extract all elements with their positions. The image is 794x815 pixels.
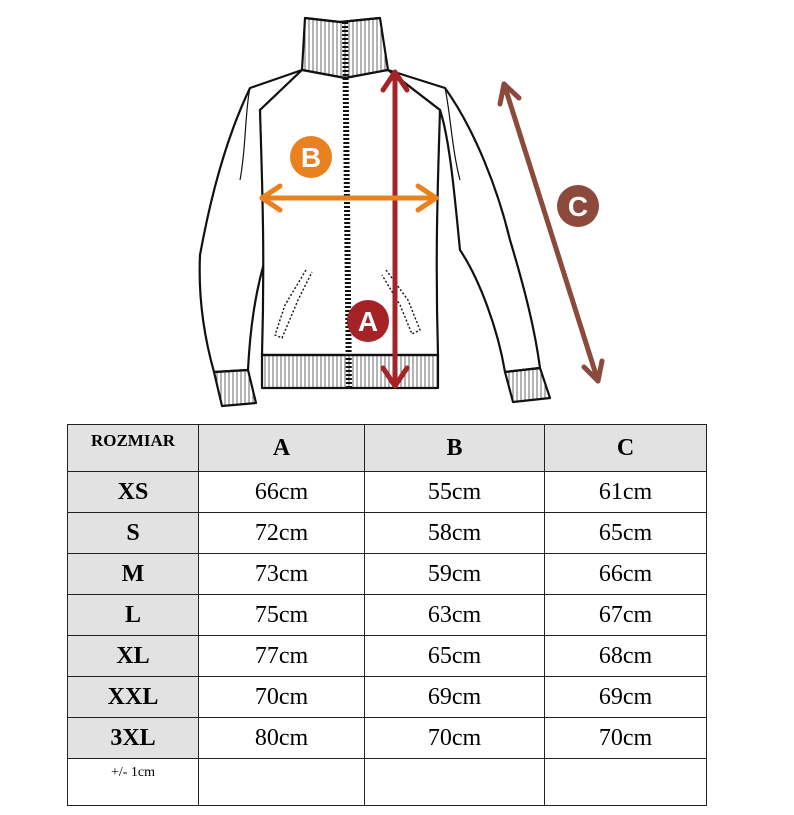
empty-cell — [199, 759, 365, 806]
value-c: 61cm — [545, 472, 707, 513]
size-label: XXL — [68, 677, 199, 718]
table-row — [68, 554, 707, 595]
table-row — [68, 718, 707, 759]
header-b: B — [365, 425, 545, 472]
value-b: 70cm — [365, 718, 545, 759]
tolerance-note: +/- 1cm — [68, 759, 199, 806]
value-c: 66cm — [545, 554, 707, 595]
value-a: 77cm — [199, 636, 365, 677]
value-b: 59cm — [365, 554, 545, 595]
value-c: 67cm — [545, 595, 707, 636]
table-row — [68, 636, 707, 677]
value-a: 73cm — [199, 554, 365, 595]
value-c: 65cm — [545, 513, 707, 554]
value-c: 69cm — [545, 677, 707, 718]
table-row — [68, 472, 707, 513]
empty-cell — [545, 759, 707, 806]
size-label: XS — [68, 472, 199, 513]
value-b: 63cm — [365, 595, 545, 636]
marker-a-label: A — [357, 306, 379, 337]
value-a: 75cm — [199, 595, 365, 636]
value-b: 55cm — [365, 472, 545, 513]
jacket-illustration — [200, 18, 550, 406]
right-cuff — [505, 368, 550, 402]
value-b: 65cm — [365, 636, 545, 677]
marker-c-label: C — [567, 191, 589, 222]
header-c: C — [545, 425, 707, 472]
left-cuff — [214, 370, 256, 406]
value-b: 69cm — [365, 677, 545, 718]
size-label: XL — [68, 636, 199, 677]
value-a: 80cm — [199, 718, 365, 759]
note-row — [68, 759, 707, 806]
value-b: 58cm — [365, 513, 545, 554]
value-c: 70cm — [545, 718, 707, 759]
table-row — [68, 677, 707, 718]
value-a: 66cm — [199, 472, 365, 513]
value-c: 68cm — [545, 636, 707, 677]
value-a: 70cm — [199, 677, 365, 718]
marker-b-label: B — [300, 142, 322, 173]
size-table — [67, 424, 707, 806]
table-header-row — [68, 425, 707, 472]
empty-cell — [365, 759, 545, 806]
size-label: L — [68, 595, 199, 636]
size-label: 3XL — [68, 718, 199, 759]
table-row — [68, 513, 707, 554]
value-a: 72cm — [199, 513, 365, 554]
header-size: ROZMIAR — [68, 425, 199, 472]
size-label: M — [68, 554, 199, 595]
header-a: A — [199, 425, 365, 472]
size-label: S — [68, 513, 199, 554]
table-row — [68, 595, 707, 636]
